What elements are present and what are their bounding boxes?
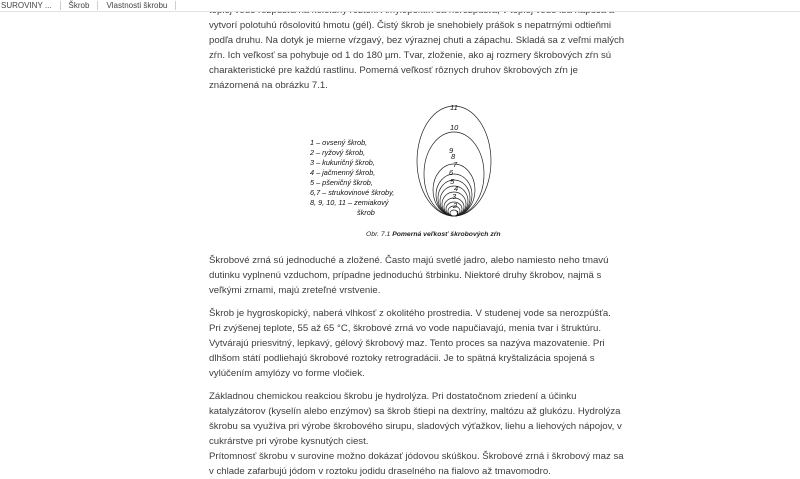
text-line: Základnou chemickou reakciou škrobu je hydrolýza. Pri dostatočnom zriedení a účinku — [209, 391, 577, 402]
legend-line: 5 – pšeničný škrob, — [310, 178, 373, 187]
ellipse-label-10: 10 — [450, 123, 459, 132]
ellipse-label-7: 7 — [453, 160, 458, 169]
ellipse-label-6: 6 — [449, 168, 454, 177]
breadcrumb-label[interactable]: Vlastnosti škrobu — [106, 1, 168, 10]
breadcrumb — [0, 0, 800, 12]
breadcrumb-separator — [175, 1, 176, 10]
ellipse-label-9: 9 — [449, 146, 454, 155]
ellipse-label-5: 5 — [450, 177, 455, 186]
breadcrumb-item-skrob[interactable] — [69, 0, 107, 11]
text-line: katalyzátorov (kyselín alebo enzýmov) sa škrob štiepi na dextríny, maltózu až glukózu. Hydrolýza — [209, 406, 621, 417]
text-line: podľa druhu. Na dotyk je mierne vŕzgavý, bez výraznej chuti a zápachu. Skladá sa z veľmi malých — [209, 35, 625, 46]
ellipse-label-1: 1 — [455, 209, 460, 218]
ellipse-label-11: 11 — [450, 103, 458, 112]
text-line: charakteristické pre každú rastlinu. Pomerná veľkosť rôznych druhov škrobových zŕn je — [209, 65, 578, 76]
text-line: cukrárstve pri výrobe kysnutých ciest. — [209, 436, 369, 447]
paragraph-grains — [209, 253, 609, 298]
caption-prefix: Obr. 7.1 — [366, 231, 391, 238]
paragraph-hygroscopic — [209, 306, 611, 381]
text-line: zŕn. Ich veľkosť sa pohybuje od 1 do 180 µm. Tvar, zloženie, ako aj rozmery škrobových zŕn sú — [209, 50, 612, 61]
text-line: dlhšom státí podliehajú škrobové roztoky retrogradácii. Je to spätná kryštalizácia spojená s — [209, 353, 595, 364]
text-line: v chlade zafarbujú jódom v roztoku jodidu draselného na fialovo až tmavomodro. — [209, 466, 551, 477]
legend-line: 6,7 – strukovinové škroby, — [310, 188, 395, 197]
ellipse-label-2: 2 — [453, 201, 458, 210]
text-line: Škrob je hygroskopický, naberá vlhkosť z okolitého prostredia. V studenej vode sa nerozpúšťa. — [209, 308, 611, 319]
legend-line: 1 – ovsený škrob, — [310, 138, 368, 147]
figure-legend — [310, 138, 422, 218]
breadcrumb-separator — [60, 1, 61, 10]
ellipse-label-4: 4 — [454, 184, 459, 193]
caption-title: Pomerná veľkosť škrobových zŕn — [392, 231, 501, 238]
text-line: znázornená na obrázku 7.1. — [209, 80, 328, 91]
text-line: vylúčením amylózy vo forme vločiek. — [209, 368, 365, 379]
breadcrumb-label[interactable]: SUROVINY ... — [1, 1, 52, 10]
figure-caption — [366, 231, 501, 238]
breadcrumb-label[interactable]: Škrob — [68, 1, 90, 10]
text-line: Pri zvýšenej teplote, 55 až 65 °C, škrobové zrná vo vode napučiavajú, menia tvar i štruktúru. — [209, 323, 602, 334]
legend-line: 4 – jačmenný škrob, — [310, 168, 376, 177]
ellipse-label-3: 3 — [452, 192, 457, 201]
text-line: Škrobové zrná sú jednoduché a zložené. Často majú svetlé jadro, alebo namiesto neho tmavú — [209, 255, 609, 266]
text-line: Vytvárajú priesvitný, lepkavý, gélový škrobový maz. Tento proces sa nazýva mazovatenie. Pri — [209, 338, 605, 349]
breadcrumb-item-suroviny[interactable] — [0, 0, 69, 11]
text-line: vytvorí polotuhú rôsolovitú hmotu (gél). Čistý škrob je snehobiely prášok s nepatrnými odtieňmi — [209, 20, 612, 31]
breadcrumb-separator — [97, 1, 98, 10]
text-line: Prítomnosť škrobu v surovine možno dokázať jódovou skúškou. Škrobové zrná i škrobový maz sa — [209, 451, 624, 462]
legend-line: škrob — [357, 208, 375, 217]
text-line: dutinku vyplnenú vzduchom, prípadne jednoduchú štrbinku. Niektoré druhy škrobov, najmä s — [209, 270, 602, 281]
text-line: veľkými zrnami, majú zreteľné vrstvenie. — [209, 285, 381, 296]
ellipse-label-8: 8 — [451, 152, 456, 161]
paragraph-hydrolysis — [209, 389, 624, 479]
paragraph-intro — [209, 3, 625, 93]
legend-line: 8, 9, 10, 11 – zemiakový — [310, 198, 389, 207]
breadcrumb-item-vlastnosti[interactable] — [106, 0, 184, 11]
legend-line: 2 – ryžový škrob, — [310, 148, 366, 157]
text-line: škrobu sa využíva pri výrobe škrobového sirupu, sladových výťažkov, liehu a liehových nápojov, v — [209, 421, 622, 432]
legend-line: 3 – kukuričný škrob, — [310, 158, 375, 167]
